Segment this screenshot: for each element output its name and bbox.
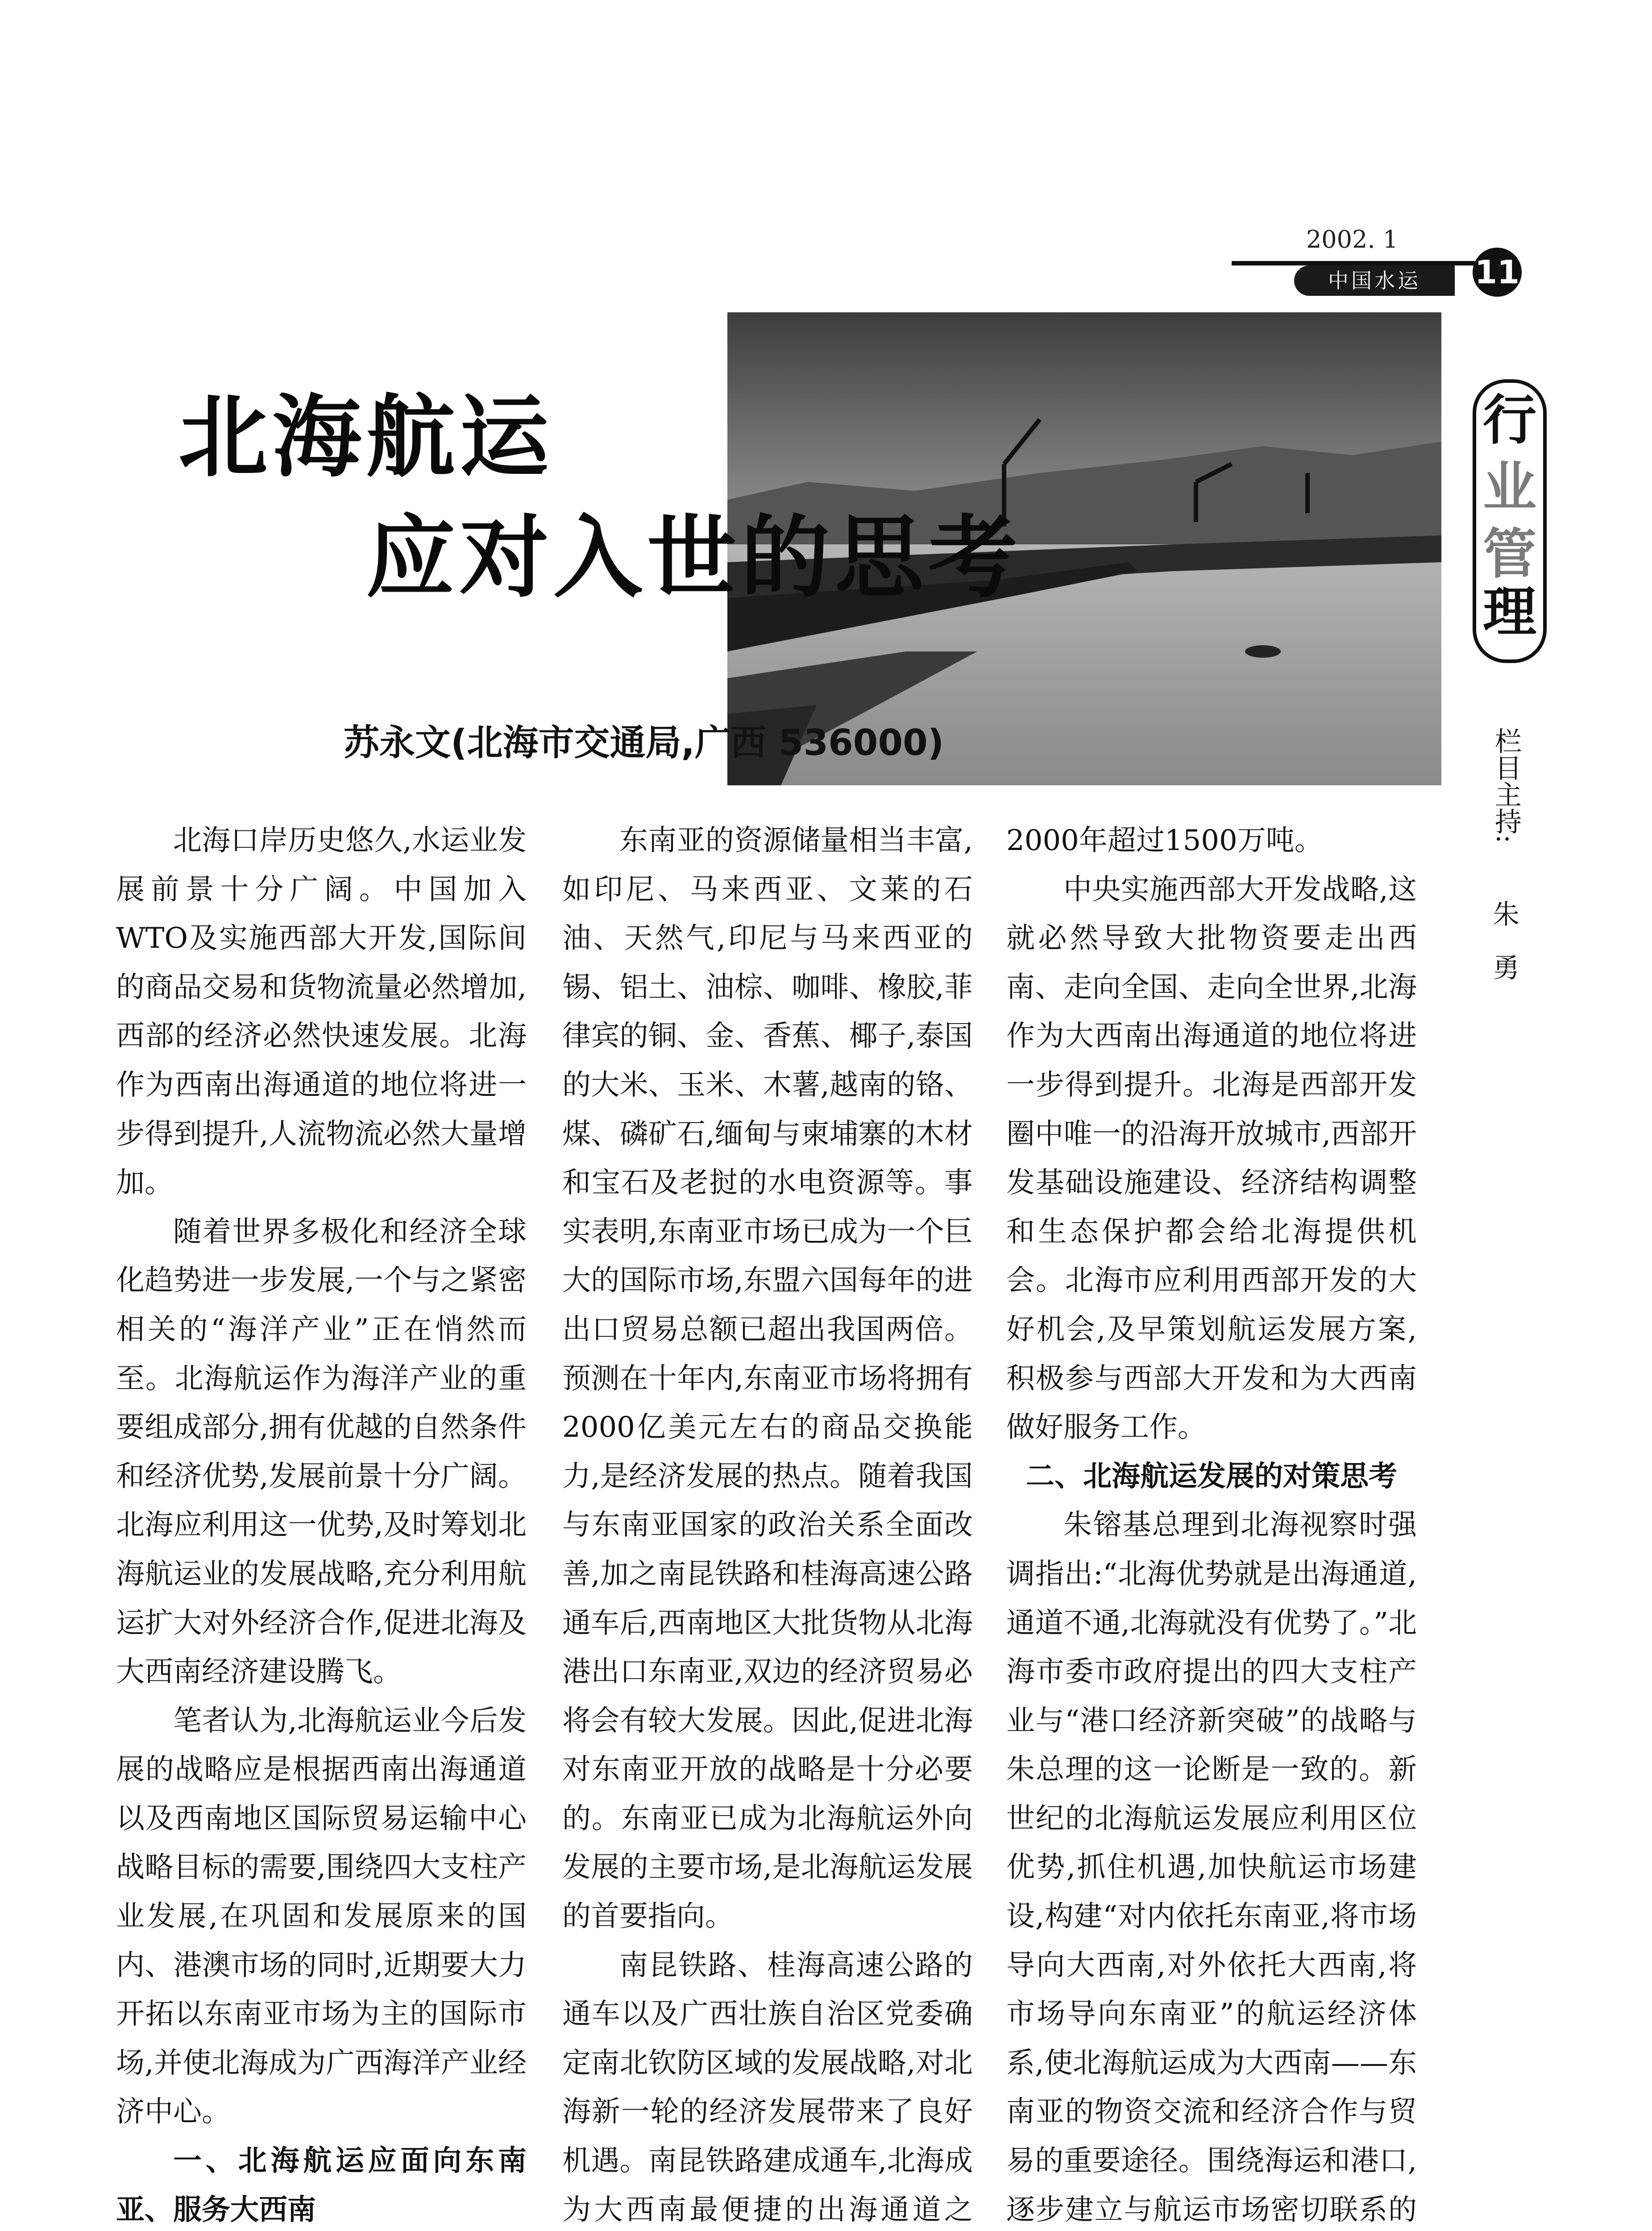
paragraph: 2000年超过1500万吨。 <box>1006 824 1323 857</box>
paragraph: 中央实施西部大开发战略,这就必然导致大批物资要走出西南、走向全国、走向全世界,北海作为大西南出海通道的地位将进一步得到提升。北海是西部开发圈中唯一的沿海开放城市,西部开发基础设施建设、经济结构调整和生态保护都会给北海提供机会。北海市应利用西部开发的大好机会,及早策划航运发展方案,积极参与西部大开发和为大西南做好服务工作。 <box>1006 873 1417 1444</box>
author-byline: 苏永文(北海市交通局,广西 536000) <box>344 722 944 763</box>
section-tag-char: 管 <box>1483 523 1536 585</box>
article-title-line-1: 北海航运 <box>178 386 554 489</box>
text-column-3 <box>1006 817 1417 2231</box>
paragraph: 南昆铁路、桂海高速公路的通车以及广西壮族自治区党委确定南北钦防区域的发展战略,对北海新一轮的经济发展带来了良好机遇。南昆铁路建成通车,北海成为大西南最便捷的出海通道之 <box>562 1949 973 2227</box>
editor-name-first: 朱 <box>1493 899 1519 930</box>
column-editor <box>1477 692 1535 986</box>
journal-name: 中国水运 <box>1294 265 1455 296</box>
article-title-line-2: 应对入世的思考 <box>366 506 1022 610</box>
paragraph: 笔者认为,北海航运业今后发展的战略应是根据西南出海通道以及西南地区国际贸易运输中心战略目标的需要,围绕四大支柱产业发展,在巩固和发展原来的国内、港澳市场的同时,近期要大力开拓以东南亚市场为主的国际市场,并使北海成为广西海洋产业经济中心。 <box>116 1704 527 2129</box>
text-column-1 <box>116 817 527 2231</box>
section-tag-char: 行 <box>1483 390 1536 452</box>
page-number: 11 <box>1473 248 1522 297</box>
section-tag-char: 理 <box>1483 581 1536 643</box>
section-heading-2: 二、北海航运发展的对策思考 <box>1026 1460 1397 1493</box>
section-tag <box>1473 379 1547 663</box>
paragraph: 朱镕基总理到北海视察时强调指出:“北海优势就是出海通道,通道不通,北海就没有优势了。”北海市委市政府提出的四大支柱产业与“港口经济新突破”的战略与朱总理的这一论断是一致的。新世纪的北海航运发展应利用区位优势,抓住机遇,加快航运市场建设,构建“对内依托东南亚,将市场导向大西南,对外依托大西南,将市场导向东南亚”的航运经济体系,使北海航运成为大西南——东南亚的物资交流和经济合作与贸易的重要途径。围绕海运和港口,逐步建立与航运市场密切联系的 <box>1006 1509 1417 2227</box>
section-heading-1: 一、北海航运应面向东南亚、服务大西南 <box>116 2144 527 2227</box>
section-tag-char: 业 <box>1483 456 1536 518</box>
paragraph: 东南亚的资源储量相当丰富,如印尼、马来西亚、文莱的石油、天然气,印尼与马来西亚的锡、铝土、油棕、咖啡、橡胶,菲律宾的铜、金、香蕉、椰子,泰国的大米、玉米、木薯,越南的铬、煤、磷矿石,缅甸与柬埔寨的木材和宝石及老挝的水电资源等。事实表明,东南亚市场已成为一个巨大的国际市场,东盟六国每年的进出口贸易总额已超出我国两倍。预测在十年内,东南亚市场将拥有2000亿美元左右的商品交换能力,是经济发展的热点。随着我国与东南亚国家的政治关系全面改善,加之南昆铁路和桂海高速公路通车后,西南地区大批货物从北海港出口东南亚,双边的经济贸易必将会有较大发展。因此,促进北海对东南亚开放的战略是十分必要的。东南亚已成为北海航运外向发展的主要市场,是北海航运发展的首要指向。 <box>562 824 973 1933</box>
editor-label: 栏目主持: <box>1490 727 1522 844</box>
issue-date: 2002. 1 <box>1306 225 1399 253</box>
header-rule <box>1232 261 1499 265</box>
paragraph: 随着世界多极化和经济全球化趋势进一步发展,一个与之紧密相关的“海洋产业”正在悄然而至。北海航运作为海洋产业的重要组成部分,拥有优越的自然条件和经济优势,发展前景十分广阔。北海应利用这一优势,及时筹划北海航运业的发展战略,充分利用航运扩大对外经济合作,促进北海及大西南经济建设腾飞。 <box>116 1215 527 1689</box>
text-column-2 <box>562 817 973 2231</box>
editor-name-second: 勇 <box>1493 953 1519 984</box>
paragraph: 北海口岸历史悠久,水运业发展前景十分广阔。中国加入WTO及实施西部大开发,国际间的商品交易和货物流量必然增加,西部的经济必然快速发展。北海作为西南出海通道的地位将进一步得到提升,人流物流必然大量增加。 <box>116 824 527 1200</box>
